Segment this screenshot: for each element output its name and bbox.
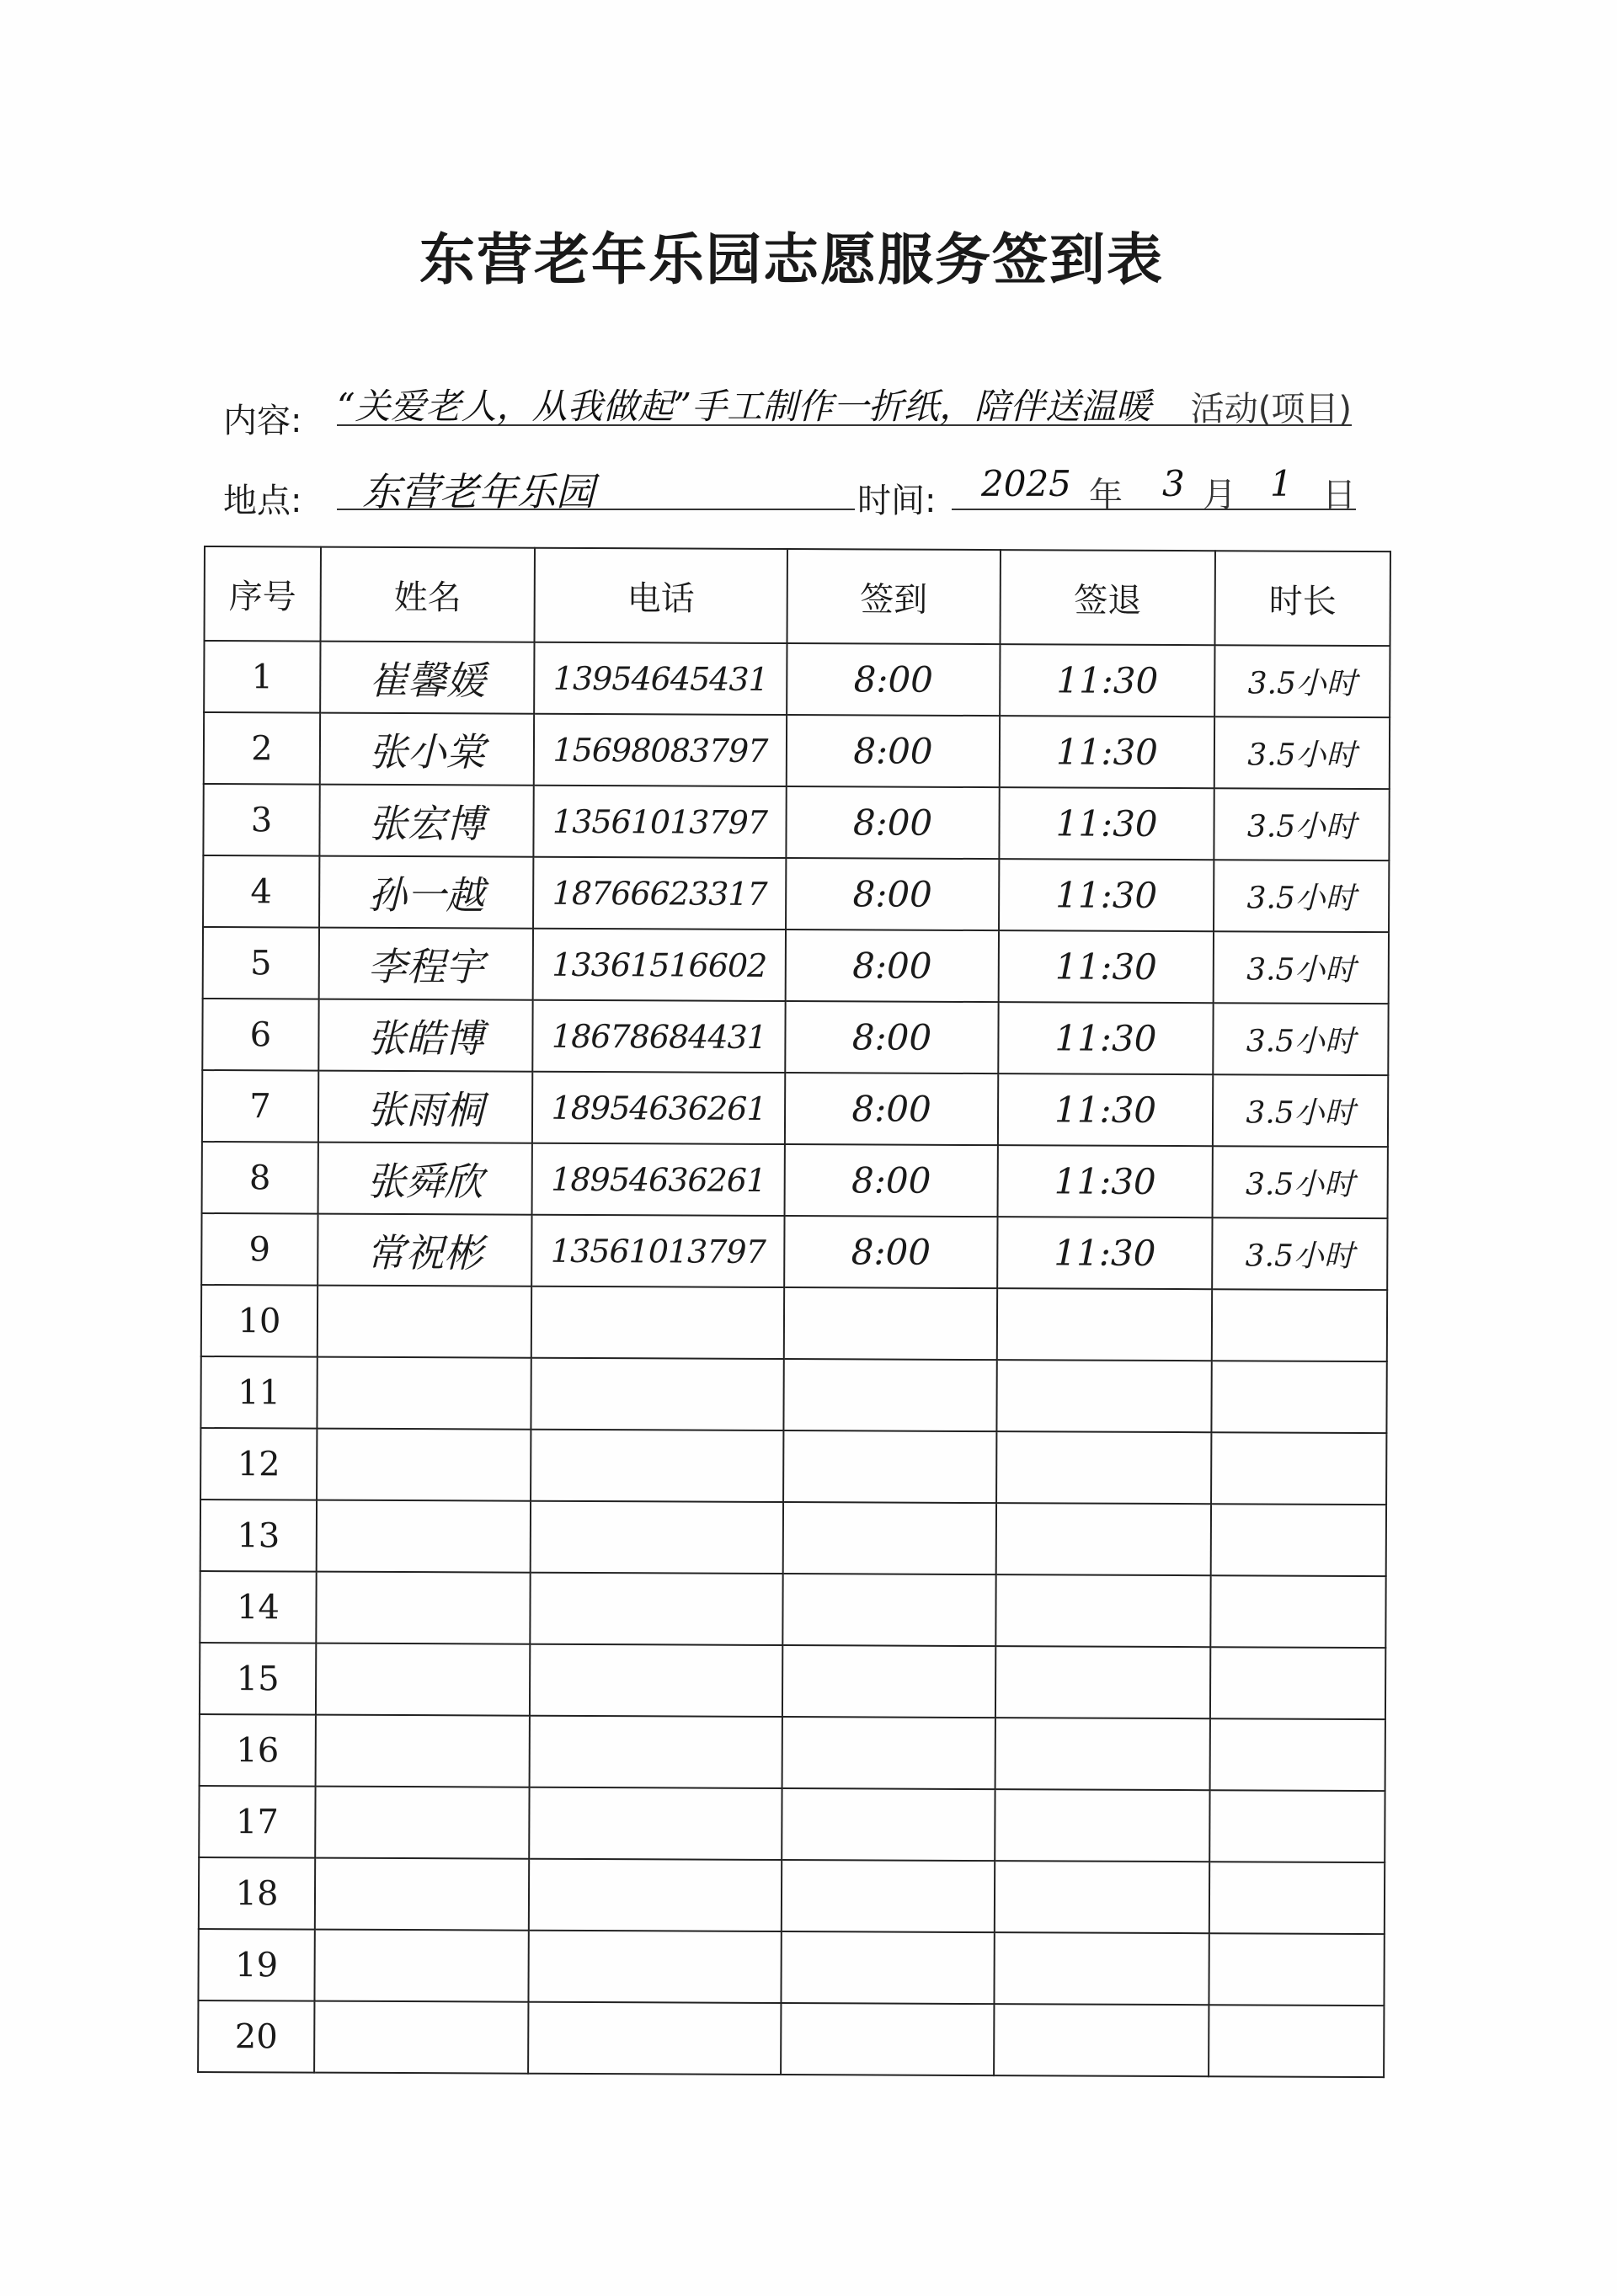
table-row (204, 641, 1390, 717)
row-name[interactable]: 张雨桐 (318, 1071, 532, 1143)
table-row (200, 1643, 1385, 1719)
row-name[interactable] (316, 1715, 530, 1787)
row-sign-out[interactable]: 11:30 (999, 787, 1214, 860)
row-sign-out[interactable]: 11:30 (998, 1002, 1213, 1074)
table-row (201, 1213, 1387, 1290)
row-seq: 18 (199, 1857, 315, 1930)
row-sign-out[interactable] (995, 1646, 1210, 1718)
row-sign-in[interactable] (782, 1788, 995, 1861)
row-sign-in[interactable] (781, 1931, 994, 2004)
row-phone[interactable] (531, 1501, 783, 1574)
row-name[interactable] (314, 2001, 528, 2074)
row-seq: 12 (200, 1428, 317, 1500)
time-label: 时间: (857, 482, 937, 520)
row-duration[interactable]: 3.5小时 (1214, 931, 1389, 1004)
location-label: 地点: (223, 482, 302, 520)
row-duration[interactable] (1210, 1575, 1385, 1648)
table-row (200, 1428, 1386, 1505)
row-sign-out[interactable]: 11:30 (997, 1217, 1212, 1289)
table-row (200, 1714, 1385, 1791)
table-row (204, 712, 1390, 789)
row-seq: 9 (201, 1213, 318, 1286)
date-month-unit: 月 (1203, 476, 1236, 514)
row-phone[interactable] (529, 1859, 782, 1931)
table-row (202, 1070, 1388, 1147)
row-sign-out[interactable] (995, 1574, 1210, 1647)
row-duration[interactable]: 3.5小时 (1213, 1003, 1388, 1075)
table-row (199, 1786, 1385, 1862)
row-sign-in[interactable] (783, 1359, 996, 1431)
row-seq: 8 (202, 1142, 318, 1214)
row-duration[interactable]: 3.5小时 (1214, 788, 1389, 860)
location-value: 东营老年乐园 (362, 469, 595, 514)
row-duration[interactable] (1209, 1862, 1385, 1934)
content-field[interactable] (337, 377, 1352, 429)
row-name[interactable]: 崔馨媛 (320, 642, 534, 714)
row-name[interactable]: 孙一越 (319, 856, 533, 929)
row-phone[interactable] (531, 1287, 784, 1359)
row-sign-in[interactable]: 8:00 (784, 1216, 997, 1288)
row-sign-in[interactable]: 8:00 (785, 1073, 998, 1145)
row-sign-out[interactable]: 11:30 (998, 1145, 1213, 1217)
header-seq: 序号 (205, 546, 321, 642)
row-phone[interactable]: 18678684431 (532, 1000, 785, 1073)
row-duration[interactable]: 3.5小时 (1214, 645, 1390, 717)
table-row (200, 1356, 1386, 1433)
row-seq: 14 (200, 1571, 316, 1643)
content-value: “关爱老人，从我做起”手工制作一折纸，陪伴送温暖 (337, 386, 1151, 427)
row-sign-in[interactable]: 8:00 (786, 786, 999, 859)
row-sign-in[interactable] (784, 1287, 997, 1360)
row-duration[interactable] (1211, 1504, 1386, 1576)
row-seq: 16 (200, 1714, 316, 1787)
row-duration[interactable]: 3.5小时 (1214, 860, 1389, 932)
row-sign-in[interactable] (783, 1502, 996, 1574)
row-sign-out[interactable] (994, 2004, 1209, 2076)
date-year: 2025 (981, 463, 1071, 504)
header-duration: 时长 (1214, 551, 1390, 646)
row-sign-out[interactable]: 11:30 (1000, 716, 1214, 788)
row-phone[interactable]: 13561013797 (531, 1215, 784, 1287)
row-name[interactable]: 张小棠 (320, 713, 534, 786)
row-sign-in[interactable] (783, 1430, 996, 1503)
row-name[interactable] (317, 1357, 531, 1430)
table-row (201, 1285, 1387, 1361)
date-year-unit: 年 (1089, 476, 1123, 514)
location-field[interactable] (337, 461, 855, 514)
row-sign-in[interactable]: 8:00 (787, 643, 1000, 716)
row-sign-out[interactable] (994, 1932, 1209, 2005)
row-duration[interactable]: 3.5小时 (1213, 1074, 1388, 1147)
row-name[interactable] (315, 1787, 529, 1859)
row-name[interactable] (316, 1643, 530, 1716)
row-name[interactable] (318, 1286, 531, 1358)
row-sign-out[interactable] (995, 1718, 1210, 1790)
row-seq: 5 (203, 927, 319, 999)
row-duration[interactable] (1209, 1933, 1384, 2006)
header-name: 姓名 (321, 547, 535, 642)
row-phone[interactable] (528, 1931, 781, 2003)
table-row (200, 1500, 1386, 1576)
row-phone[interactable]: 15698083797 (534, 714, 787, 786)
row-sign-out[interactable] (996, 1431, 1211, 1504)
row-sign-out[interactable] (996, 1360, 1211, 1432)
row-name[interactable]: 常祝彬 (318, 1214, 531, 1287)
table-row (198, 2000, 1384, 2077)
date-day-unit: 日 (1322, 476, 1356, 514)
row-duration[interactable]: 3.5小时 (1212, 1217, 1387, 1290)
date-month: 3 (1162, 463, 1185, 504)
date-day: 1 (1270, 463, 1293, 504)
row-phone[interactable]: 18954636261 (532, 1143, 785, 1216)
sign-in-table (197, 546, 1391, 2078)
row-phone[interactable] (530, 1573, 782, 1645)
row-seq: 11 (200, 1356, 317, 1429)
row-duration[interactable]: 3.5小时 (1214, 717, 1390, 789)
row-sign-in[interactable] (782, 1717, 995, 1789)
content-label: 内容: (223, 402, 302, 440)
row-sign-out[interactable]: 11:30 (1000, 644, 1214, 717)
date-field[interactable] (952, 461, 1356, 514)
table-row (203, 855, 1389, 932)
row-phone[interactable]: 13954645431 (534, 642, 787, 715)
row-sign-in[interactable]: 8:00 (786, 858, 999, 930)
row-duration[interactable] (1211, 1432, 1386, 1505)
row-phone[interactable] (529, 1787, 782, 1860)
row-sign-in[interactable] (781, 2003, 994, 2075)
table-row (200, 1571, 1385, 1648)
row-seq: 20 (198, 2000, 314, 2073)
row-name[interactable] (314, 1930, 528, 2002)
content-suffix: 活动(项目) (1190, 390, 1352, 429)
row-name[interactable]: 李程宇 (319, 928, 533, 1000)
row-sign-out[interactable] (997, 1288, 1212, 1361)
row-phone[interactable]: 18954636261 (532, 1072, 785, 1144)
row-seq: 13 (200, 1500, 317, 1572)
row-sign-in[interactable]: 8:00 (786, 930, 999, 1002)
row-name[interactable]: 张皓博 (318, 999, 532, 1072)
table-header-row (205, 546, 1390, 646)
row-phone[interactable] (531, 1358, 783, 1430)
row-sign-in[interactable] (782, 1645, 995, 1718)
row-sign-in[interactable] (782, 1574, 995, 1646)
row-name[interactable] (317, 1500, 531, 1573)
row-sign-out[interactable] (995, 1861, 1209, 1933)
row-seq: 3 (203, 784, 319, 856)
row-duration[interactable] (1210, 1647, 1385, 1719)
row-duration[interactable] (1211, 1361, 1386, 1433)
header-sign-out: 签退 (1000, 550, 1214, 645)
page-title: 东营老年乐园志愿服务签到表 (419, 227, 1164, 292)
row-duration[interactable]: 3.5小时 (1213, 1146, 1388, 1218)
row-duration[interactable] (1209, 1790, 1385, 1862)
row-name[interactable]: 张宏博 (319, 785, 533, 857)
header-sign-in: 签到 (787, 549, 1001, 644)
table-row (202, 999, 1388, 1075)
row-phone[interactable] (531, 1430, 783, 1502)
row-sign-out[interactable]: 11:30 (999, 930, 1214, 1003)
row-phone[interactable] (530, 1716, 782, 1788)
table-row (203, 927, 1389, 1004)
row-sign-in[interactable]: 8:00 (785, 1001, 998, 1073)
row-seq: 6 (202, 999, 318, 1071)
row-phone[interactable] (528, 2002, 781, 2075)
row-duration[interactable] (1209, 2005, 1384, 2077)
row-seq: 2 (204, 712, 320, 785)
table-row (202, 1142, 1388, 1218)
row-seq: 1 (204, 641, 320, 713)
row-sign-out[interactable]: 11:30 (999, 859, 1214, 931)
row-sign-out[interactable]: 11:30 (998, 1073, 1213, 1146)
row-name[interactable]: 张舜欣 (318, 1143, 532, 1215)
row-phone[interactable]: 13561013797 (533, 786, 786, 858)
header-phone: 电话 (535, 548, 787, 643)
row-sign-out[interactable] (995, 1789, 1209, 1862)
row-sign-in[interactable] (782, 1860, 995, 1932)
row-phone[interactable] (530, 1644, 782, 1717)
row-sign-in[interactable]: 8:00 (785, 1144, 998, 1217)
row-name[interactable] (315, 1858, 529, 1931)
row-seq: 4 (203, 855, 319, 928)
table-row (199, 1857, 1385, 1934)
row-phone[interactable]: 13361516602 (533, 929, 786, 1001)
row-name[interactable] (316, 1572, 530, 1644)
row-phone[interactable]: 18766623317 (533, 857, 786, 930)
row-seq: 7 (202, 1070, 318, 1143)
row-sign-in[interactable]: 8:00 (787, 715, 1000, 787)
row-sign-out[interactable] (996, 1503, 1211, 1575)
row-duration[interactable] (1210, 1718, 1385, 1791)
row-name[interactable] (317, 1429, 531, 1501)
row-seq: 17 (199, 1786, 315, 1858)
table-row (203, 784, 1389, 860)
table-row (198, 1929, 1384, 2006)
row-seq: 15 (200, 1643, 316, 1715)
row-seq: 19 (198, 1929, 314, 2001)
row-duration[interactable] (1212, 1289, 1387, 1361)
row-seq: 10 (201, 1285, 318, 1357)
